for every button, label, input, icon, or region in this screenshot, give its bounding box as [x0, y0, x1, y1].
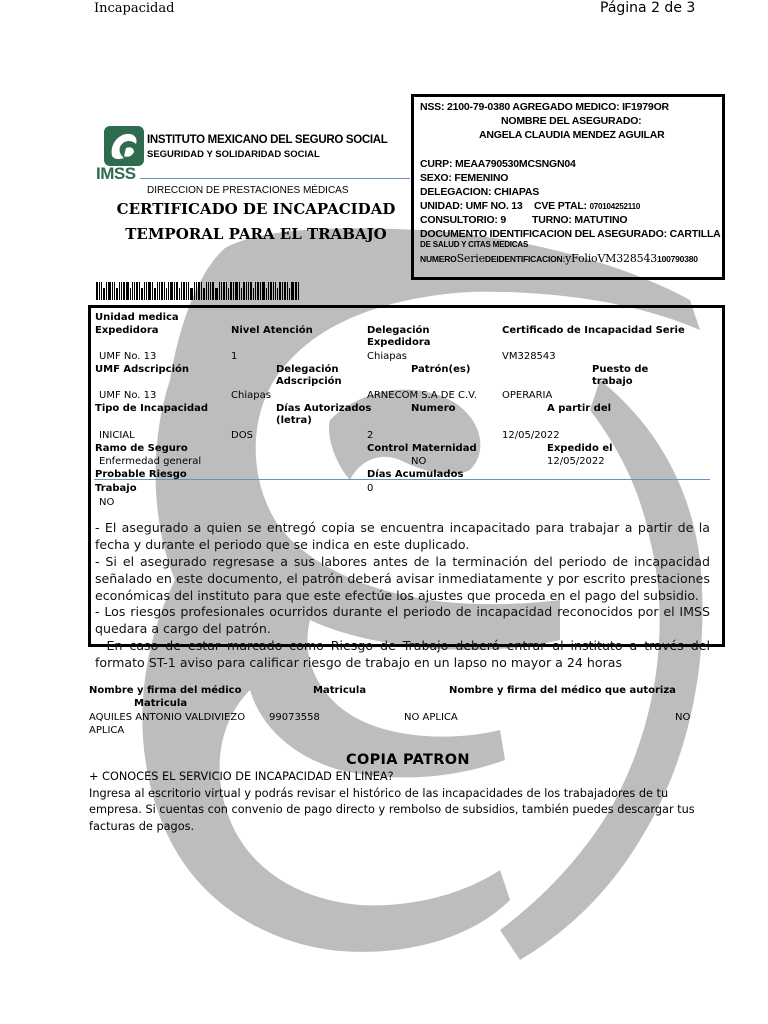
expedido-label: Expedido el — [547, 443, 613, 454]
unidad-medica-value: UMF No. 13 — [99, 351, 157, 362]
barcode-bar — [112, 282, 113, 300]
barcode-bar — [126, 282, 129, 300]
expedidora-label: Expedidora — [95, 325, 159, 336]
header-page-number: Página 2 de 3 — [600, 0, 696, 16]
barcode-bar — [183, 282, 185, 300]
barcode-bar — [103, 288, 105, 300]
barcode-bar — [119, 282, 120, 300]
barcode-bar — [136, 282, 138, 300]
barcode-bar — [161, 282, 163, 300]
a-partir-value: 12/05/2022 — [502, 430, 560, 441]
barcode-bar — [270, 282, 272, 300]
barcode-bar — [190, 288, 193, 300]
direction-label: DIRECCION DE PRESTACIONES MÉDICAS — [147, 185, 349, 196]
barcode-bar — [257, 282, 259, 300]
unidad: UNIDAD: UMF NO. 13 — [420, 200, 523, 212]
barcode-bar — [157, 282, 158, 300]
footer-line: empresa. Si cuentas con convenio de pago directo y rembolso de subsidios, también puedes descargar tus — [89, 803, 695, 816]
document-title-line1: CERTIFICADO DE INCAPACIDAD — [116, 200, 396, 218]
ramo-seguro-label: Ramo de Seguro — [95, 443, 188, 454]
barcode-bar — [108, 282, 111, 300]
barcode-bar — [277, 288, 278, 300]
barcode-bar — [196, 282, 197, 300]
matricula-label2: Matricula — [134, 698, 188, 709]
dias-autorizados-label: Días Autorizados — [276, 403, 372, 414]
tipo-incapacidad-label: Tipo de Incapacidad — [95, 403, 209, 414]
delegacion-adscripcion-value: Chiapas — [231, 390, 271, 401]
barcode-bar — [233, 282, 234, 300]
barcode-bar — [248, 282, 249, 300]
delegacion-expedidora-label2: Expedidora — [367, 337, 431, 348]
barcode-bar — [215, 288, 218, 300]
matricula-value: 99073558 — [269, 712, 320, 723]
autoriza-matricula-value: NO — [675, 712, 691, 723]
medico-label: Nombre y firma del médico — [89, 685, 242, 696]
barcode-bar — [99, 282, 100, 300]
barcode-bar — [123, 282, 125, 300]
consultorio: CONSULTORIO: 9 — [420, 214, 507, 226]
institution-name: INSTITUTO MEXICANO DEL SEGURO SOCIAL — [147, 134, 388, 146]
barcode-bar — [198, 282, 200, 300]
barcode-bar — [159, 282, 160, 300]
control-maternidad-label: Control Maternidad — [367, 443, 477, 454]
barcode-bar — [260, 282, 261, 300]
ramo-seguro-value: Enfermedad general — [99, 456, 202, 467]
barcode-bar — [253, 288, 254, 300]
barcode-bar — [250, 282, 252, 300]
documento-identificacion: DOCUMENTO IDENTIFICACION DEL ASEGURADO: CARTILLA — [420, 228, 721, 240]
numero-value: 2 — [367, 430, 374, 441]
certificado-serie-value: VM328543 — [502, 351, 556, 362]
unidad-medica-label: Unidad medica — [95, 312, 179, 323]
umf-adscripcion-label: UMF Adscripción — [95, 364, 190, 375]
barcode-bar — [255, 282, 256, 300]
barcode-bar — [289, 288, 290, 300]
cve-ptal-label: CVE PTAL: — [534, 200, 587, 212]
barcode-bar — [116, 288, 118, 300]
curp: CURP: MEAA790530MCSNGN04 — [420, 158, 576, 170]
probable-riesgo-value: NO — [99, 497, 115, 508]
barcode-bar — [139, 282, 140, 300]
documento-identificacion-cont: DE SALUD Y CITAS MEDICAS — [420, 240, 529, 249]
footer-line: facturas de pagos. — [89, 820, 195, 833]
medico-value: AQUILES ANTONIO VALDIVIEZO — [89, 712, 246, 723]
insured-name-label: NOMBRE DEL ASEGURADO: — [501, 115, 642, 127]
barcode-bar — [228, 288, 229, 300]
barcode-bar — [170, 282, 173, 300]
barcode-bar — [243, 282, 245, 300]
numero-value: 100790380 — [657, 254, 698, 264]
barcode-bar — [152, 282, 153, 300]
barcode-bar — [174, 282, 175, 300]
barcode-bar — [239, 282, 240, 300]
barcode-bar — [106, 282, 107, 300]
barcode-bar — [188, 282, 189, 300]
barcode-bar — [154, 288, 156, 300]
barcode — [96, 282, 300, 300]
barcode-bar — [134, 282, 135, 300]
barcode-bar — [206, 282, 207, 300]
barcode-bar — [273, 282, 274, 300]
barcode-bar — [146, 282, 147, 300]
barcode-bar — [141, 288, 143, 300]
dias-autorizados-label2: (letra) — [276, 415, 312, 426]
umf-adscripcion-value: UMF No. 13 — [99, 390, 157, 401]
cve-ptal-value: 070104252110 — [589, 202, 641, 211]
barcode-bar — [101, 282, 102, 300]
barcode-bar — [282, 282, 283, 300]
sexo: SEXO: FEMENINO — [420, 172, 509, 184]
insured-info-box — [411, 94, 725, 280]
delegacion-expedidora-value: Chiapas — [367, 351, 407, 362]
barcode-bar — [148, 282, 151, 300]
barcode-bar — [287, 282, 288, 300]
control-maternidad-value: NO — [411, 456, 427, 467]
barcode-bar — [130, 288, 131, 300]
copia-patron-heading: COPIA PATRON — [346, 752, 470, 768]
barcode-bar — [284, 282, 286, 300]
dias-autorizados-value: DOS — [231, 430, 253, 441]
matricula-label: Matricula — [313, 685, 367, 696]
numero-label: Numero — [411, 403, 456, 414]
legal-paragraph: - En caso de estar marcado como Riesgo de Trabajo deberá entrar al instituto a través del formato ST-1 aviso para calificar riesgo de trabajo en un lapso no mayor a 24 horas — [95, 638, 710, 670]
barcode-bar — [179, 288, 180, 300]
nss-line: NSS: 2100-79-0380 AGREGADO MEDICO: IF1979OR — [420, 101, 669, 113]
delegacion-adscripcion-label2: Adscripción — [276, 376, 342, 387]
barcode-bar — [210, 282, 211, 300]
medico-autoriza-value: NO APLICA — [404, 712, 458, 723]
barcode-bar — [291, 282, 294, 300]
puesto-label: Puesto de — [592, 364, 649, 375]
numero-label: NUMERO — [420, 254, 457, 264]
expedido-value: 12/05/2022 — [547, 456, 605, 467]
nivel-atencion-value: 1 — [231, 351, 238, 362]
barcode-bar — [176, 282, 178, 300]
medico-value-cont: APLICA — [89, 725, 125, 736]
legal-paragraph: - El asegurado a quien se entregó copia se encuentra incapacitado para trabajar a partir de la fecha y durante el periodo que se indica en este duplicado. — [95, 520, 710, 552]
barcode-bar — [223, 282, 225, 300]
patron-label: Patrón(es) — [411, 364, 471, 375]
divider — [140, 178, 410, 179]
barcode-bar — [164, 282, 165, 300]
identificacion-label: DEIDENTIFICACION: — [484, 254, 566, 264]
barcode-bar — [181, 282, 182, 300]
delegacion: DELEGACION: CHIAPAS — [420, 186, 540, 198]
certificado-serie-label: Certificado de Incapacidad Serie — [502, 325, 685, 336]
barcode-bar — [295, 282, 297, 300]
barcode-bar — [203, 288, 205, 300]
barcode-bar — [132, 282, 133, 300]
barcode-bar — [121, 282, 122, 300]
barcode-bar — [208, 282, 209, 300]
barcode-bar — [201, 282, 202, 300]
imss-logo-text: IMSS — [96, 164, 136, 183]
barcode-bar — [114, 282, 115, 300]
barcode-bar — [212, 282, 214, 300]
barcode-bar — [266, 288, 267, 300]
yfolio-label: yFolio — [565, 252, 598, 265]
barcode-bar — [262, 282, 265, 300]
dias-acumulados-label: Días Acumulados — [367, 469, 464, 480]
footer-line: + CONOCES EL SERVICIO DE INCAPACIDAD EN LINEA? — [89, 770, 394, 783]
delegacion-expedidora-label: Delegación — [367, 325, 430, 336]
barcode-bar — [230, 282, 232, 300]
turno: TURNO: MATUTINO — [532, 214, 628, 226]
insured-name: ANGELA CLAUDIA MENDEZ AGUILAR — [479, 129, 665, 141]
barcode-bar — [221, 282, 222, 300]
barcode-bar — [96, 282, 98, 300]
delegacion-adscripcion-label: Delegación — [276, 364, 339, 375]
a-partir-label: A partir del — [547, 403, 612, 414]
probable-riesgo-label2: Trabajo — [95, 483, 137, 494]
patron-value: ARNECOM S.A DE C.V. — [367, 390, 477, 401]
barcode-bar — [235, 282, 238, 300]
barcode-bar — [226, 282, 227, 300]
tipo-incapacidad-value: INICIAL — [99, 430, 135, 441]
barcode-bar — [186, 282, 187, 300]
barcode-bar — [298, 282, 299, 300]
legal-paragraph: - Los riesgos profesionales ocurridos durante el periodo de incapacidad reconocidos por el IMSS quedara a cargo del patrón. — [95, 604, 710, 636]
barcode-bar — [275, 282, 276, 300]
barcode-bar — [246, 282, 247, 300]
barcode-bar — [241, 288, 242, 300]
barcode-bar — [166, 288, 167, 300]
nivel-atencion-label: Nivel Atención — [231, 325, 313, 336]
dias-acumulados-value: 0 — [367, 483, 374, 494]
probable-riesgo-label: Probable Riesgo — [95, 469, 187, 480]
medico-autoriza-label: Nombre y firma del médico que autoriza — [449, 685, 676, 696]
legal-paragraph: - Si el asegurado regresase a sus labores antes de la terminación del periodo de incapacidad señalado en este documento, el patrón deberá avisar inmediatamente y por escrito prestaciones económicas del instituto para que este efectúe los ajustes que proceda en el pago del subsidio. — [95, 554, 710, 603]
barcode-bar — [194, 282, 195, 300]
serie-label: Serie — [456, 252, 485, 265]
barcode-bar — [168, 282, 169, 300]
cve-ptal — [534, 200, 640, 212]
barcode-bar — [268, 282, 269, 300]
barcode-bar — [279, 282, 281, 300]
institution-motto: SEGURIDAD Y SOLIDARIDAD SOCIAL — [147, 149, 320, 160]
footer-line: Ingresa al escritorio virtual y podrás revisar el histórico de las incapacidades de los trabajadores de tu — [89, 787, 669, 800]
document-title-line2: TEMPORAL PARA EL TRABAJO — [125, 225, 387, 243]
folio-value: VM328543 — [597, 252, 658, 265]
numero-identificacion — [420, 252, 698, 265]
barcode-bar — [144, 282, 145, 300]
puesto-value: OPERARIA — [502, 390, 553, 401]
puesto-label2: trabajo — [592, 376, 633, 387]
header-document-name: Incapacidad — [94, 1, 175, 16]
barcode-bar — [219, 282, 220, 300]
